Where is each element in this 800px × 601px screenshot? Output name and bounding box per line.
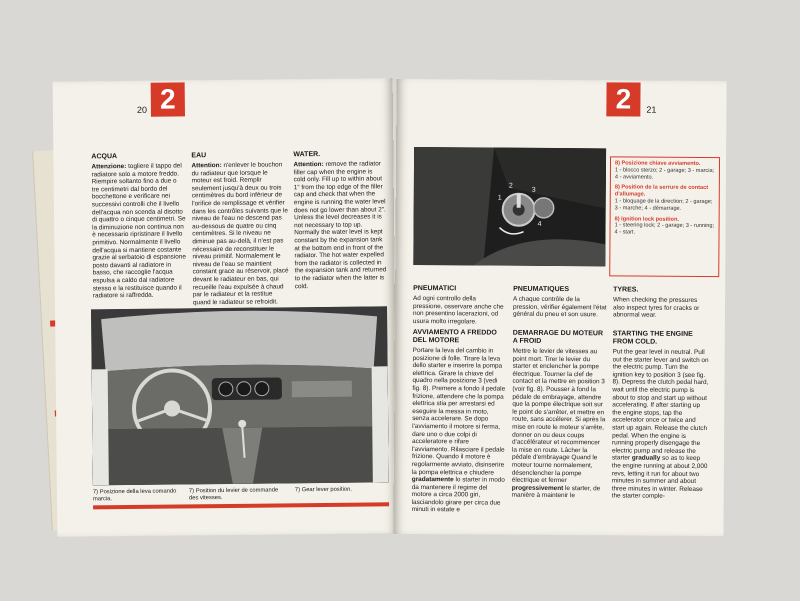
tyres-french: PNEUMATIQUES A chaque contrôle de la pression, vérifier également l'état général du pneu et son usure.: [512, 285, 607, 319]
section-heading: EAU: [191, 152, 207, 160]
right-page: [393, 79, 726, 536]
legend-item: 8) Position de la serrure de contact d'allumage. 1 - bloquage de la direction; 2 - garage; 3 - marche; 4 - démarrage.: [614, 184, 713, 212]
svg-text:1: 1: [497, 194, 502, 202]
starting-italian: AVVIAMENTO A FREDDO DEL MOTORE Portare la leva del cambio in posizione di folle. Tirare la leva dello starter e inserire la pompa elettrica. Girare la chiave del quadro nella posizione 3 (vedi fig. 8). Premere a fondo il pedale frizione, attendere che la pompa elettrica stia per arrestarsi ed eseguire la messa in moto, senza accelerare. Se dopo l'avviamento il motore si ferma, dare uno o due colpi di acceleratore e rifare l'avviamento. Rilasciare il pedale frizione. Quando il motore è regolarmente avviato, disinserire la pompa elettrica e chiudere gradatamente lo starter in modo da mantenere il regime del motore a circa 2000 giri, lasciandolo girare per circa due minuti in estate e: [411, 328, 506, 514]
ignition-photo: [413, 147, 606, 266]
section-heading: ACQUA: [91, 153, 118, 161]
photo-caption-french: 7) Position du levier de commande des vitesses.: [188, 487, 279, 502]
tyres-italian: PNEUMATICI Ad ogni controllo della pressione, osservare anche che non presentino lacerazioni, od usura molto irregolare.: [412, 284, 504, 326]
paragraph: Attention: n'enlever le bouchon du radiateur que lorsque le moteur est froid. Remplir seulement jusqu'à deux ou trois centimètres du bord inférieur de l'orifice de remplissage et vérifier dans les contrôles suivants que le niveau de l'eau ne descend pas au-dessous de quatre ou cinq centimètres. Si le niveau ne diminue pas au-delà, il n'est pas nécessaire de reconstituer le niveau primitif. Normalement le niveau de l'eau se maintient constant grace au réservoir, placé devant le radiateur en bas, qui recueille l'eau expulsée à chaud par le radiateur et la restitue quand le radiateur se refroidit.: [191, 161, 289, 307]
page-number: 20: [136, 104, 147, 115]
figure-legend: [609, 156, 720, 277]
legend-item: 8) Ignition lock position. 1 - steering lock; 2 - garage; 3 - running; 4 - start.: [614, 215, 715, 236]
starting-french: DEMARRAGE DU MOTEUR A FROID Mettre le levier de vitesses au point mort. Tirer le levier du starter et enclencher la pompe électrique. Tourner la clef de contact et la mettre en position 3 (voir fig. 8). Pousser à fond la pédale de embrayage, attendre que la pompe électrique soit sur le point de s'arrêter, et mettre en route, sans accélerer. Si après la mise en route le moteur s'arrête, donner on ou deux coups d'accélérateur et recommencer la mise en route. Lâcher la pédale d'embrayage Quand le moteur tourne normalement, désenclencher la pompe électrique et fermer progressivement le starter, de manière à maintenir le: [511, 329, 606, 500]
svg-text:4: 4: [537, 220, 542, 228]
section-heading: WATER.: [293, 150, 321, 159]
photo-caption-italian: 7) Posizione della leva comando marcia.: [92, 488, 177, 503]
tyres-english: TYRES. When checking the pressures also inspect tyres for cracks or abnormal wear.: [612, 286, 700, 319]
paragraph: Attention: remove the radiator filler cap when the engine is cold only. Fill up to within about 1" from the top edge of the filler cap and check that when the engine is running the water level does not go lower than about 2". Unless the level decreases it is not necessary to top up. Normally the water level is kept constant by the expansion tank at the bottom end in front of the radiator. The hot water expelled from the radiator is collected in the expansion tank and returned to the radiator when the latter is cold.: [293, 160, 387, 290]
ignition-illustration: [413, 147, 606, 266]
legend-item: 8) Posizione chiave avviamento. 1 - blocco sterzo; 2 - garage; 3 - marcia; 4 - avviamento.: [614, 160, 715, 181]
photo-caption-english: 7) Gear lever position.: [294, 486, 352, 494]
chapter-badge: 2: [151, 82, 185, 116]
page-number: 21: [646, 104, 657, 115]
paragraph: Attenzione: togliere il tappo del radiatore solo a motore freddo. Riempire soltanto fino a due o tre centimetri dal bordo del bocchettone e verificare nei successivi controlli che il livello dell'acqua non scenda al disotto di quattro o cinque centimetri. Se la diminuzione non continua non è necessario ripristinare il livello primitivo. Normalmente il livello dell'acqua si mantiene costante grazie al serbatoio di espansione posto davanti al radiatore in basso, che raccoglie l'acqua espulsa a caldo dal radiatore stesso e la restituisce quando il radiatore si raffredda.: [91, 162, 186, 300]
dashboard-photo: [91, 306, 389, 485]
left-page: [53, 78, 398, 537]
starting-english: STARTING THE ENGINE FROM COLD. Put the gear level in neutral. Pull out the starter lever and switch on the electric pump. Turn the ignition key to position 3 (see fig. 8). Depress the clutch pedal hard, wait until the electric pump is about to stop and start up without accelerating. If after starting up the engine stops, tap the accelerator once or twice and start up again. Release the clutch pedal. When the engine is running properly disengage the electric pump and release the starter gradually so as to keep the engine running at about 2,000 revs, letting it run for about two minutes in summer and about three minutes in winter. Release the starter comple-: [611, 330, 709, 501]
dashboard-illustration: [91, 306, 389, 485]
red-rule: [93, 502, 389, 509]
svg-text:3: 3: [531, 186, 536, 194]
chapter-badge: 2: [606, 82, 640, 116]
svg-text:2: 2: [508, 182, 513, 190]
